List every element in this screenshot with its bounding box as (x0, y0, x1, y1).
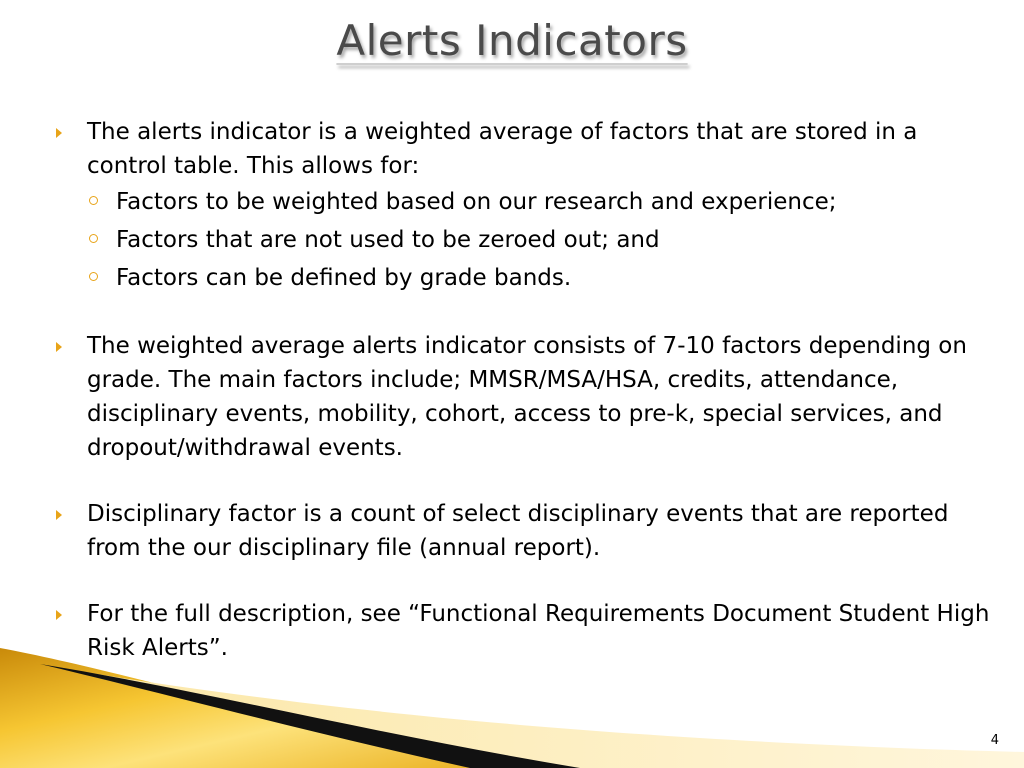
sub-bullet-item (87, 221, 996, 259)
sub-bullet-text: Factors to be weighted based on our research and experience; (116, 189, 837, 215)
slide-title: Alerts Indicators (336, 16, 688, 65)
sub-bullet-text: Factors can be defined by grade bands. (116, 265, 572, 291)
bullet-item (56, 497, 996, 565)
sub-bullet-item (87, 183, 996, 221)
sub-bullet-item (87, 259, 996, 297)
triangle-bullet-icon (56, 510, 62, 520)
triangle-bullet-icon (56, 128, 62, 138)
bullet-text: For the full description, see “Functional Requirements Document Student High Risk Alerts”. (87, 601, 990, 661)
bullet-item (56, 329, 996, 465)
circle-bullet-icon (89, 234, 98, 243)
sub-bullet-text: Factors that are not used to be zeroed out; and (116, 227, 660, 253)
circle-bullet-icon (89, 272, 98, 281)
bullet-item (56, 597, 996, 665)
bullet-text: The alerts indicator is a weighted average of factors that are stored in a control table. This allows for: (87, 119, 918, 179)
triangle-bullet-icon (56, 610, 62, 620)
bullet-item (56, 115, 996, 297)
bullet-text: Disciplinary factor is a count of select disciplinary events that are reported from the our disciplinary file (annual report). (87, 501, 949, 561)
bullet-list (56, 115, 996, 665)
page-number: 4 (990, 733, 999, 748)
circle-bullet-icon (89, 196, 98, 205)
triangle-bullet-icon (56, 342, 62, 352)
bullet-text: The weighted average alerts indicator consists of 7-10 factors depending on grade. The main factors include; MMSR/MSA/HSA, credits, attendance, disciplinary events, mobility, cohort, access to pre-k, special services, and dropout/withdrawal events. (87, 333, 967, 461)
